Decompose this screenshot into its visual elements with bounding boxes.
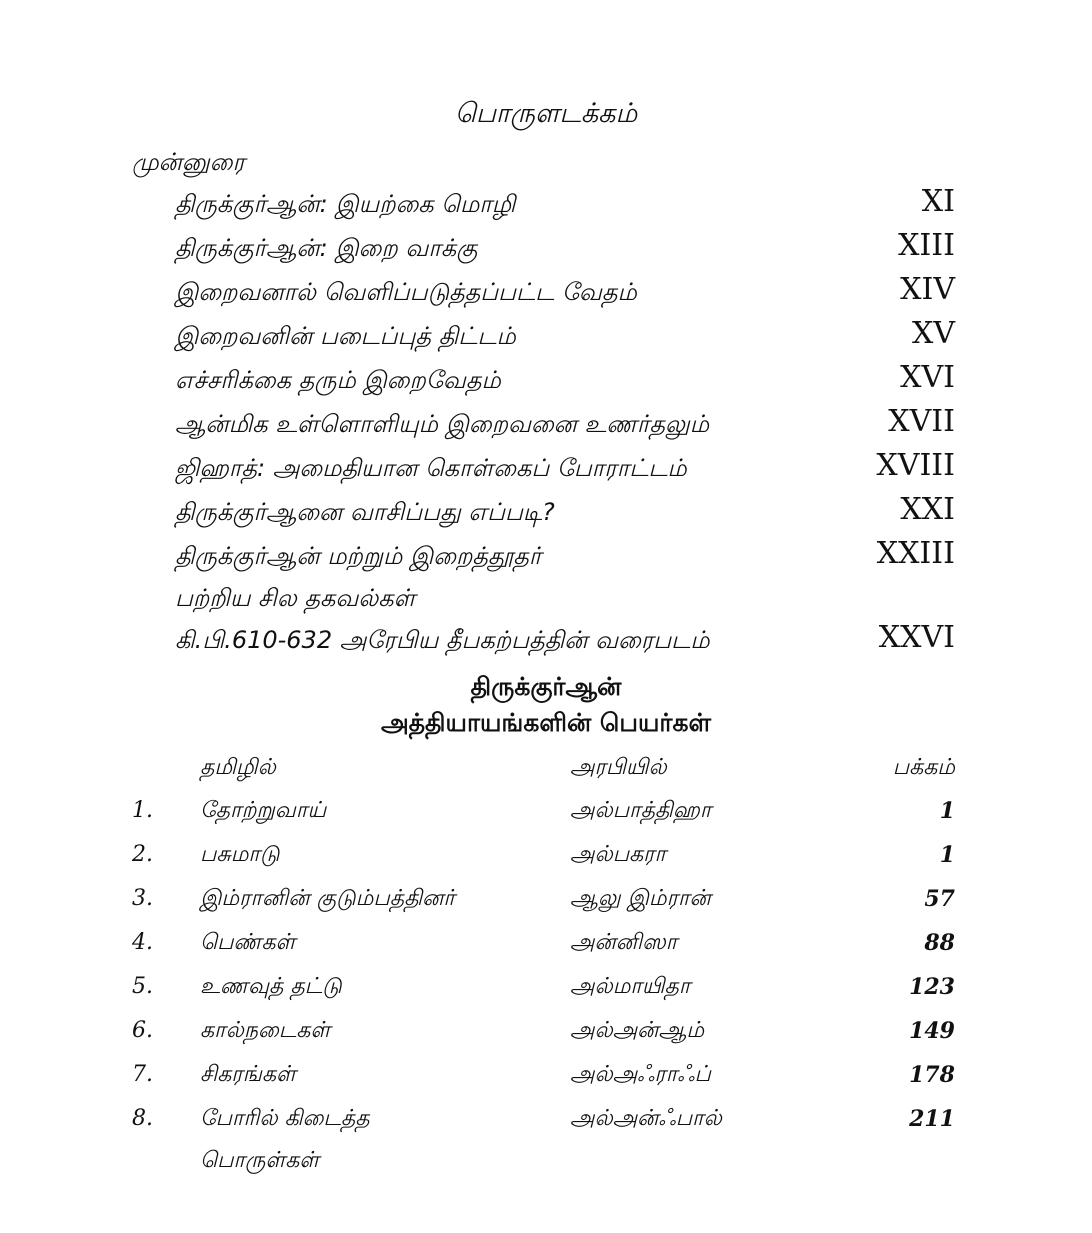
chapter-number: 7. [132,1062,153,1087]
chapter-row [0,886,1092,926]
chapter-page: 88 [924,930,955,956]
chapter-tamil-name: பெண்கள் [200,930,296,955]
chapter-number: 3. [132,886,153,911]
toc-entry-text: திருக்குர்ஆனை வாசிப்பது எப்படி? [175,498,555,526]
toc-entry-text: திருக்குர்ஆன் மற்றும் இறைத்தூதர் [175,542,542,570]
toc-entry-continuation: பற்றிய சில தகவல்கள் [175,584,416,612]
chapter-arabic-name: அல்மாயிதா [570,974,691,999]
chapter-arabic-name: அல்அன்ஃபால் [570,1106,722,1131]
toc-entry [175,620,955,666]
chapter-tamil-name: சிகரங்கள் [200,1062,296,1087]
toc-entry [175,272,955,318]
toc-entry-text: எச்சரிக்கை தரும் இறைவேதம் [175,366,501,394]
chapter-tamil-name: உணவுத் தட்டு [200,974,342,999]
chapter-page: 1 [939,798,955,824]
preface-label: முன்னுரை [132,148,245,176]
toc-entry [175,360,955,406]
chapter-row [0,1062,1092,1102]
toc-entry [175,448,955,494]
chapter-page: 178 [909,1062,955,1088]
toc-entry-text: திருக்குர்ஆன்: இயற்கை மொழி [175,190,516,218]
chapter-number: 5. [132,974,153,999]
toc-entry-page: XV [911,316,955,351]
toc-entry [175,184,955,230]
chapter-number: 6. [132,1018,153,1043]
chapter-tamil-name: இம்ரானின் குடும்பத்தினர் [200,886,455,911]
column-header-arabic: அரபியில் [570,755,667,780]
chapter-arabic-name: அல்பாத்திஹா [570,798,712,823]
toc-entry-page: XVIII [876,448,955,483]
column-header-page: பக்கம் [892,755,955,780]
chapter-tamil-continuation: பொருள்கள் [200,1148,320,1173]
toc-entry [175,228,955,274]
toc-entry-page: XVII [888,404,955,439]
chapters-heading-line1: திருக்குர்ஆன் [470,672,622,701]
chapter-tamil-name: கால்நடைகள் [200,1018,331,1043]
chapter-arabic-name: அல்பகரா [570,842,667,867]
chapter-number: 8. [132,1106,153,1131]
chapter-page: 149 [909,1018,955,1044]
toc-entry-text: திருக்குர்ஆன்: இறை வாக்கு [175,234,478,262]
toc-entry-text: ஜிஹாத்: அமைதியான கொள்கைப் போராட்டம் [175,454,687,482]
toc-entry-text: கி.பி.610-632 அரேபிய தீபகற்பத்தின் வரைபடம் [175,626,710,654]
chapter-row [0,974,1092,1014]
chapter-tamil-name: பசுமாடு [200,842,280,867]
toc-entry [175,492,955,538]
toc-entry-page: XXIII [876,536,955,571]
chapter-row [0,930,1092,970]
toc-entry-page: XXI [900,492,955,527]
toc-entry-page: XIII [898,228,955,263]
chapter-tamil-name: தோற்றுவாய் [200,798,327,823]
chapter-arabic-name: ஆலு இம்ரான் [570,886,711,911]
chapter-row [0,842,1092,882]
toc-entry [175,316,955,362]
chapter-page: 123 [909,974,955,1000]
chapter-number: 2. [132,842,153,867]
chapter-number: 1. [132,798,153,823]
toc-entry-page: XI [921,184,955,219]
chapter-row [0,1106,1092,1146]
chapter-page: 1 [939,842,955,868]
toc-entry-text: ஆன்மிக உள்ளொளியும் இறைவனை உணர்தலும் [175,410,710,438]
toc-entry-page: XXVI [878,620,955,655]
toc-entry [175,536,955,582]
toc-entry-page: XIV [900,272,955,307]
column-header-tamil: தமிழில் [200,755,276,780]
chapter-tamil-name: போரில் கிடைத்த [200,1106,370,1131]
chapter-row [0,798,1092,838]
chapter-arabic-name: அல்அன்ஆம் [570,1018,705,1043]
chapter-arabic-name: அல்அஃராஃப் [570,1062,711,1087]
contents-title: பொருளடக்கம் [454,98,638,129]
chapter-number: 4. [132,930,153,955]
toc-entry-page: XVI [900,360,955,395]
toc-entry [175,404,955,450]
chapter-arabic-name: அன்னிஸா [570,930,678,955]
chapter-page: 211 [909,1106,955,1132]
chapters-heading-line2: அத்தியாயங்களின் பெயர்கள் [380,708,712,737]
toc-entry-text: இறைவனால் வெளிப்படுத்தப்பட்ட வேதம் [175,278,637,306]
chapter-row [0,1018,1092,1058]
chapter-page: 57 [924,886,955,912]
toc-entry-text: இறைவனின் படைப்புத் திட்டம் [175,322,516,350]
